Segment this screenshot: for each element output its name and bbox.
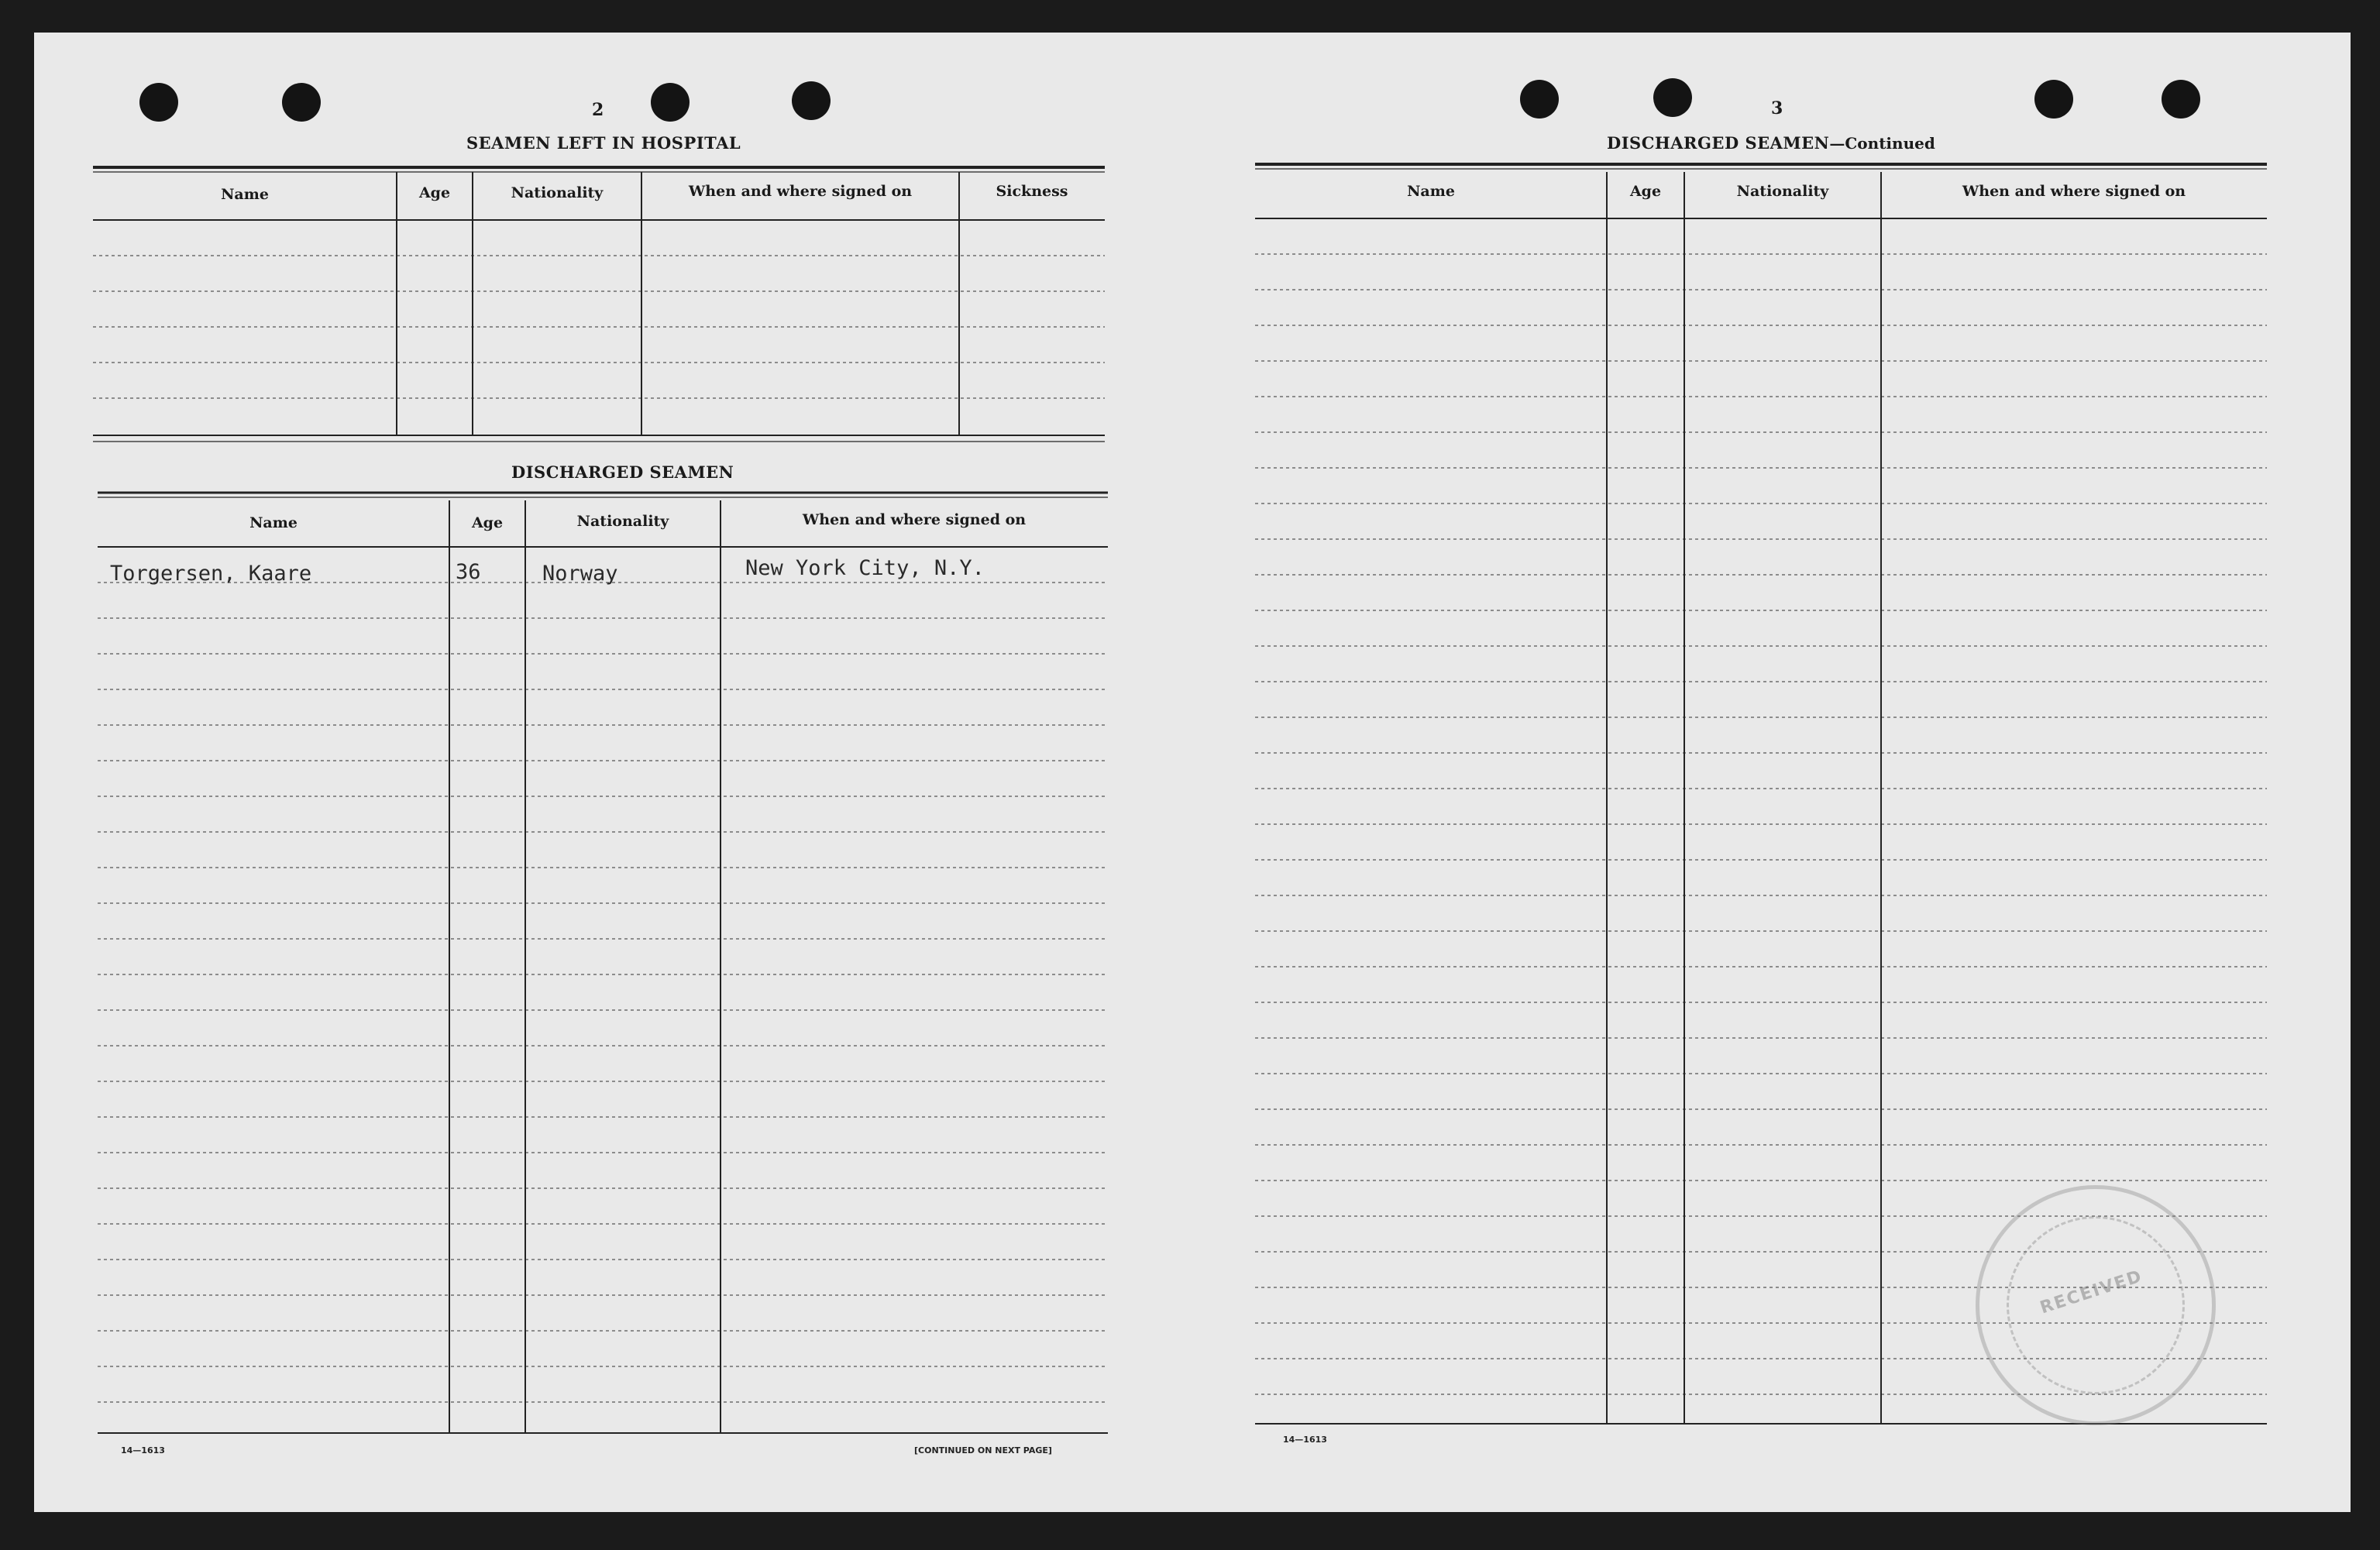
hospital-table bbox=[93, 164, 1105, 446]
discharged-col-name: Name bbox=[249, 514, 298, 531]
discharged-continued-title-main: DISCHARGED SEAMEN bbox=[1607, 133, 1830, 153]
continued-col-name: Name bbox=[1407, 183, 1455, 200]
punch-hole bbox=[282, 83, 321, 122]
discharged-col-age: Age bbox=[471, 514, 504, 531]
hospital-col-name: Name bbox=[221, 186, 269, 203]
hospital-col-age: Age bbox=[418, 184, 451, 201]
punch-hole bbox=[1520, 80, 1559, 119]
punch-hole bbox=[139, 83, 178, 122]
punch-hole bbox=[1653, 78, 1692, 117]
discharged-continued-suffix: —Continued bbox=[1829, 134, 1935, 153]
stamp-text: RECEIVED bbox=[2038, 1266, 2145, 1318]
form-number-left: 14—1613 bbox=[121, 1445, 165, 1455]
hospital-section-title: SEAMEN LEFT IN HOSPITAL bbox=[466, 133, 741, 153]
stamp-inner-ring bbox=[1983, 1193, 2208, 1418]
discharged-table-rules bbox=[98, 490, 1108, 1438]
continued-col-nationality: Nationality bbox=[1736, 183, 1829, 200]
continued-note: [CONTINUED ON NEXT PAGE] bbox=[914, 1445, 1052, 1455]
page-number-right: 3 bbox=[1771, 98, 1783, 119]
hospital-col-nationality: Nationality bbox=[511, 184, 604, 201]
punch-hole bbox=[2162, 80, 2200, 119]
seaman-age: 36 bbox=[456, 560, 481, 584]
discharged-table bbox=[98, 490, 1108, 1438]
page-number-left: 2 bbox=[592, 100, 604, 120]
seaman-signed-on: New York City, N.Y. bbox=[745, 556, 985, 580]
hospital-col-signed-on: When and where signed on bbox=[688, 183, 913, 200]
punch-hole bbox=[2034, 80, 2073, 119]
punch-hole bbox=[651, 83, 690, 122]
continued-col-signed-on: When and where signed on bbox=[1962, 183, 2186, 200]
discharged-section-title: DISCHARGED SEAMEN bbox=[511, 462, 734, 482]
seaman-name: Torgersen, Kaare bbox=[110, 562, 312, 586]
hospital-table-rules bbox=[93, 164, 1105, 446]
discharged-col-signed-on: When and where signed on bbox=[802, 511, 1027, 528]
form-number-right: 14—1613 bbox=[1283, 1435, 1327, 1445]
discharged-continued-title bbox=[1607, 133, 1935, 153]
hospital-col-sickness: Sickness bbox=[996, 183, 1068, 200]
seaman-nationality: Norway bbox=[542, 562, 618, 586]
continued-col-age: Age bbox=[1629, 183, 1662, 200]
punch-hole bbox=[792, 81, 831, 120]
discharged-col-nationality: Nationality bbox=[576, 513, 669, 530]
